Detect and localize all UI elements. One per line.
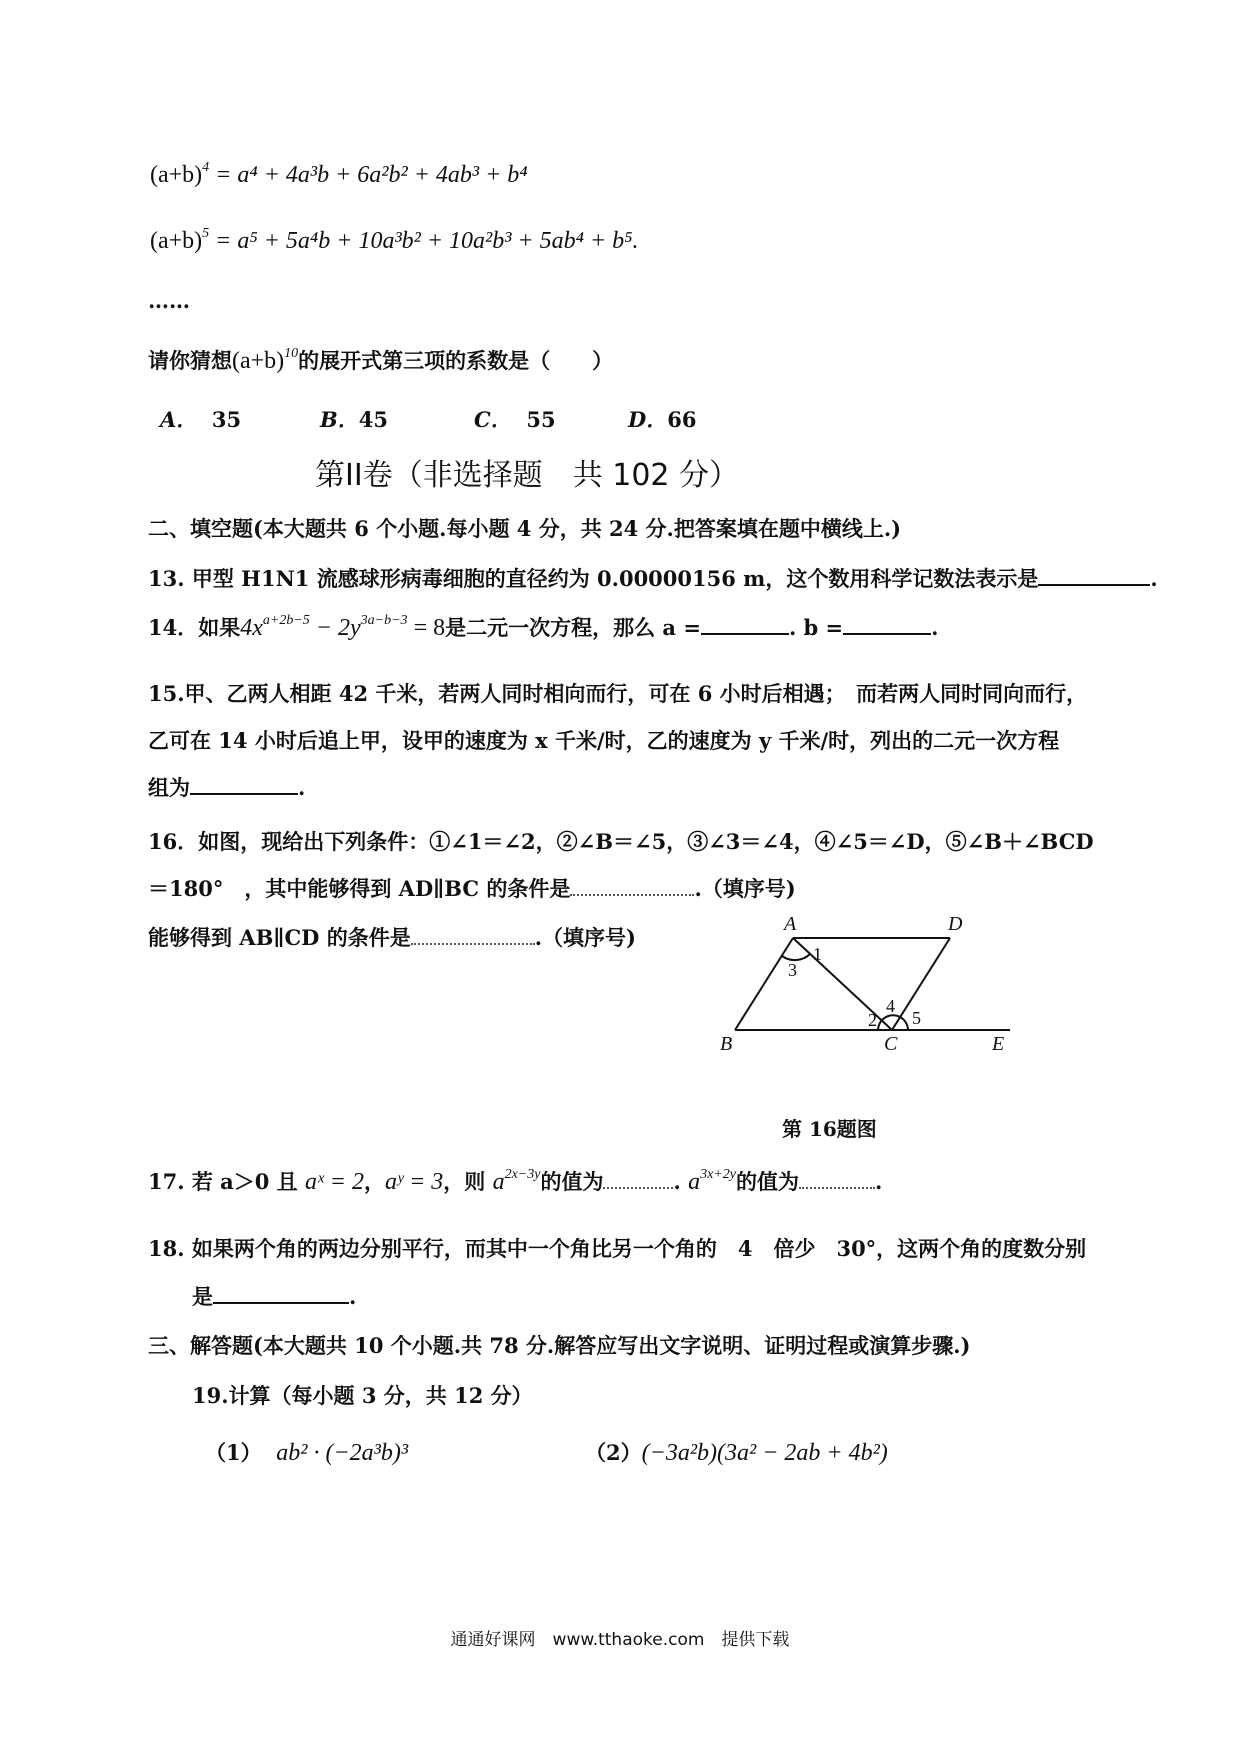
formula-rhs: = a⁴ + 4a³b + 6a²b² + 4ab³ + b⁴ xyxy=(215,162,528,188)
q16-abcd-blank[interactable] xyxy=(411,923,535,945)
page-footer: 通通好课网 www.tthaoke.com 提供下载 xyxy=(450,1630,790,1650)
formula-rhs: = a⁵ + 5a⁴b + 10a³b² + 10a²b³ + 5ab⁴ + b⁵. xyxy=(215,228,639,254)
question-17: 17. 若 a＞0 且 aˣ = 2，aʸ = 3，则 $a^{2x-3y}$的值为 . $a^{3x+2y}$的值为 . xyxy=(148,1167,883,1195)
binomial-formula-5 xyxy=(150,228,639,255)
option-a: A． 35 xyxy=(160,407,242,432)
q16-figure xyxy=(700,900,1030,1060)
angle-4-label: 4 xyxy=(886,996,895,1016)
binomial-formula-4 xyxy=(150,162,528,189)
q19-part-1: （1） ab² · (−2a³b)³ xyxy=(205,1440,409,1466)
q17-expr-2: $a^{3x+2y}$ xyxy=(688,1167,736,1195)
vertex-e-label: E xyxy=(992,1033,1005,1055)
formula-lhs: (a+b) xyxy=(150,162,203,188)
section3-heading: 三、解答题(本大题共 10 个小题.共 78 分.解答应写出文字说明、证明过程或演算步骤.) xyxy=(148,1333,971,1358)
q14-equation: $4x^{a+2b-5} - 2y^{3a-b-3} = 8$ xyxy=(240,613,446,641)
q12-prefix: 请你猜想 xyxy=(148,348,232,373)
q19-part-2: （2）(−3a²b)(3a² − 2ab + 4b²) xyxy=(585,1440,888,1466)
angle-arc-c2 xyxy=(900,1017,908,1030)
question-19-title: 19.计算（每小题 3 分，共 12 分） xyxy=(192,1383,533,1408)
question-18-line1: 18. 如果两个角的两边分别平行，而其中一个角比另一个角的 4 倍少 30°，这两个角的度数分别 xyxy=(148,1236,1087,1261)
question-13: 13. 甲型 H1N1 流感球形病毒细胞的直径约为 0.00000156 m，这个数用科学记数法表示是 . xyxy=(148,566,1158,591)
figure-caption: 第 16题图 xyxy=(782,1117,877,1141)
angle-5-label: 5 xyxy=(912,1008,921,1028)
option-b: B．45 xyxy=(320,407,388,432)
vertex-b-label: B xyxy=(720,1033,733,1055)
formula-exponent: 5 xyxy=(202,226,210,241)
part2-title: 第II卷（非选择题 共 102 分） xyxy=(315,458,740,493)
question-12 xyxy=(148,345,613,375)
segment-dc xyxy=(892,938,950,1030)
q17-blank-1[interactable] xyxy=(603,1167,673,1189)
question-16-line1: 16．如图，现给出下列条件：①∠1＝∠2，②∠B＝∠5，③∠3＝∠4，④∠5＝∠D，⑤∠B＋∠BCD xyxy=(148,829,1094,854)
q14-b-blank[interactable] xyxy=(843,613,931,635)
q12-suffix: 的展开式第三项的系数是（ ） xyxy=(298,348,614,373)
q12-expression: $(a+b)^{10}$ xyxy=(232,346,299,374)
q14-a-blank[interactable] xyxy=(701,613,789,635)
question-18-line2: 是 . xyxy=(192,1284,357,1309)
segment-ac xyxy=(793,938,892,1030)
segment-ab xyxy=(735,938,793,1030)
q19-expr-2: (−3a²b)(3a² − 2ab + 4b²) xyxy=(641,1440,888,1466)
formula-lhs: (a+b) xyxy=(150,228,203,254)
q15-answer-blank[interactable] xyxy=(190,773,298,795)
q17-blank-2[interactable] xyxy=(799,1167,875,1189)
vertex-d-label: D xyxy=(948,913,963,935)
q17-condition-1: aˣ = 2 xyxy=(305,1169,364,1195)
q17-condition-2: aʸ = 3 xyxy=(384,1169,444,1195)
q19-expr-1: ab² · (−2a³b)³ xyxy=(276,1440,409,1466)
question-16-line2: ＝180° ，其中能够得到 AD∥BC 的条件是 .（填序号) xyxy=(148,876,796,901)
question-15-line2: 乙可在 14 小时后追上甲，设甲的速度为 x 千米/时，乙的速度为 y 千米/时，列出的二元一次方程 xyxy=(148,728,1060,753)
question-15-line3: 组为 . xyxy=(148,775,306,800)
question-14: 14．如果$4x^{a+2b-5} - 2y^{3a-b-3} = 8$是二元一次方程，那么 a = . b = . xyxy=(148,613,939,641)
question-16-line3: 能够得到 AB∥CD 的条件是 .（填序号) xyxy=(148,925,636,950)
ellipsis: …… xyxy=(148,288,190,313)
q13-answer-blank[interactable] xyxy=(1038,564,1150,586)
question-15-line1: 15.甲、乙两人相距 42 千米，若两人同时相向而行，可在 6 小时后相遇； 而若两人同时同向而行， xyxy=(148,681,1088,706)
q16-adbc-blank[interactable] xyxy=(570,874,694,896)
q18-answer-blank[interactable] xyxy=(213,1282,349,1304)
angle-3-label: 3 xyxy=(788,960,797,980)
vertex-a-label: A xyxy=(784,913,797,935)
formula-exponent: 4 xyxy=(202,160,210,175)
angle-2-label: 2 xyxy=(868,1010,877,1030)
section2-heading: 二、填空题(本大题共 6 个小题.每小题 4 分，共 24 分.把答案填在题中横线上.) xyxy=(148,516,902,541)
option-d: D．66 xyxy=(628,407,697,432)
angle-1-label: 1 xyxy=(813,944,822,964)
q17-expr-1: $a^{2x-3y}$ xyxy=(492,1167,541,1195)
option-c: C． 55 xyxy=(474,407,556,432)
vertex-c-label: C xyxy=(884,1033,898,1055)
